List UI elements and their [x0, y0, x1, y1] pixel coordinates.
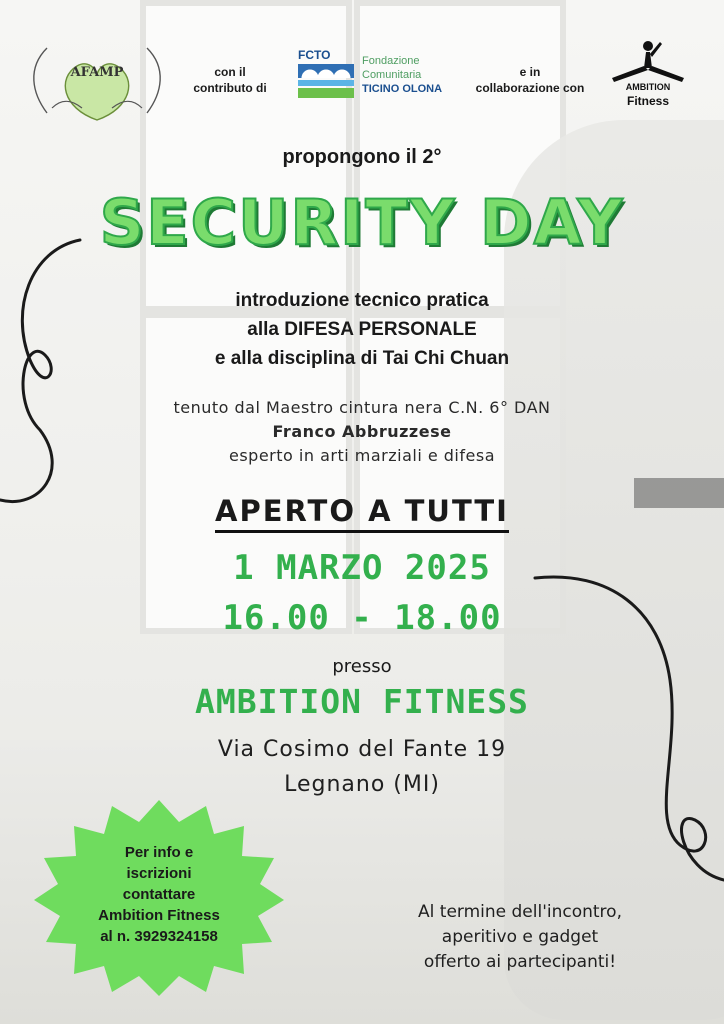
address-line2: Legnano (MI): [284, 772, 440, 797]
event-time: 16.00 - 18.00: [222, 598, 502, 638]
split-athlete-icon: [608, 38, 688, 86]
venue-address: [0, 732, 724, 802]
footer-line1: Al termine dell'incontro,: [418, 902, 622, 922]
maestro-name: Franco Abbruzzese: [272, 422, 452, 441]
info-line3: contattare: [122, 886, 196, 903]
info-line4: Ambition Fitness: [98, 907, 220, 924]
event-title: SECURITY DAY: [99, 186, 625, 259]
maestro-line3: esperto in arti marziali e difesa: [228, 446, 495, 465]
squiggle-left-decoration: [0, 230, 90, 520]
intro-line3: e alla disciplina di Tai Chi Chuan: [214, 348, 510, 369]
footer-note: [330, 900, 710, 975]
footer-line2: aperitivo e gadget: [441, 927, 599, 947]
contributo-label: [180, 64, 280, 96]
propongono-text: propongono il 2°: [282, 146, 442, 168]
maestro-block: [0, 396, 724, 468]
aperto-a-tutti: APERTO A TUTTI: [215, 494, 509, 533]
intro-line1: introduzione tecnico pratica: [235, 290, 489, 311]
collaborazione-line2: collaborazione con: [475, 81, 585, 95]
info-phone: al n. 3929324158: [100, 928, 218, 945]
presso-label: presso: [332, 656, 392, 677]
ambition-fitness-logo: [608, 38, 688, 114]
maestro-line1: tenuto dal Maestro cintura nera C.N. 6° DAN: [173, 398, 551, 417]
event-date: 1 MARZO 2025: [233, 548, 491, 588]
intro-block: [0, 286, 724, 373]
info-line1: Per info e: [124, 844, 194, 861]
fcto-name: [362, 54, 442, 96]
info-burst-text: [59, 842, 259, 947]
hands-heart-icon: [22, 38, 172, 126]
contributo-line2: contributo di: [193, 81, 267, 95]
fcto-abbr: FCTO: [298, 48, 331, 62]
ambition-logo-line2: Fitness: [626, 94, 669, 108]
fcto-name-line3: TICINO OLONA: [362, 83, 443, 95]
address-line1: Via Cosimo del Fante 19: [217, 737, 507, 762]
intro-line2: alla DIFESA PERSONALE: [247, 319, 477, 340]
bridge-river-icon: [298, 64, 354, 98]
info-burst: [34, 796, 284, 996]
footer-line3: offerto ai partecipanti!: [423, 952, 617, 972]
aperto-wrapper: [0, 494, 724, 528]
contributo-line1: con il: [214, 65, 246, 79]
fcto-name-line2: Comunitaria: [362, 69, 422, 81]
fcto-logo: [298, 48, 468, 100]
info-line2: iscrizioni: [126, 865, 192, 882]
collaborazione-line1: e in: [519, 65, 541, 79]
afamp-logo-text: AFAMP: [70, 65, 124, 80]
ambition-logo-line1: AMBITION: [625, 82, 671, 92]
fcto-name-line1: Fondazione: [362, 55, 420, 67]
collaborazione-label: [460, 64, 600, 96]
afamp-logo: [22, 38, 172, 126]
venue-name: AMBITION FITNESS: [195, 682, 529, 721]
